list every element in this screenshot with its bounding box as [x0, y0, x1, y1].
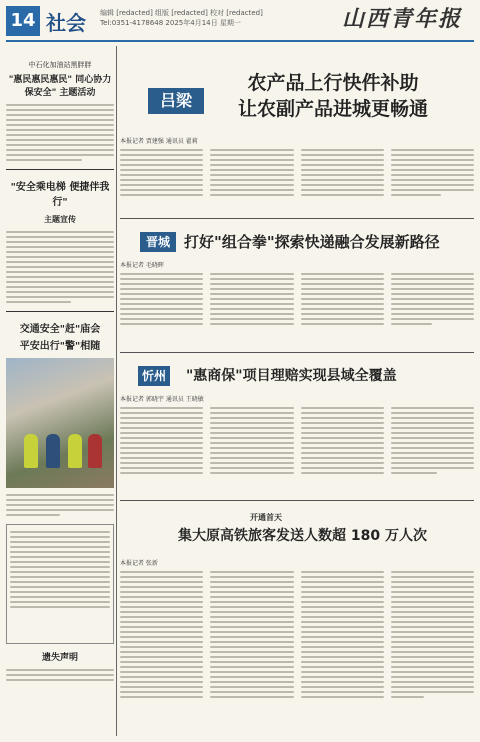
left-column: [6, 46, 114, 736]
article1-byline: 本报记者 贾建强 通讯员 翟莉: [120, 138, 198, 145]
divider: [120, 500, 474, 501]
main-area: [120, 46, 474, 736]
brief3-body: [6, 494, 114, 516]
article2-place-tag: 晋城: [140, 232, 176, 252]
brief1-kicker: 中石化加油站黑胖胖: [28, 61, 92, 69]
divider: [6, 311, 114, 312]
article1-headline: [218, 70, 448, 122]
brief1-title: "惠民惠民惠民" 同心协力保安全" 主题活动: [8, 75, 112, 98]
article2-headline: 打好"组合拳"探索快递融合发展新路径: [184, 233, 440, 251]
lost-notice-title: 遗失声明: [41, 653, 78, 663]
article2-body: [120, 270, 474, 328]
article3-headline: "惠商保"项目理赔实现县域全覆盖: [186, 368, 397, 384]
article4-body: [120, 568, 474, 701]
brief2-subtitle: 主题宣传: [44, 215, 76, 224]
brief3-title: 交通安全"赶"庙会: [19, 324, 101, 335]
page-number: 14: [6, 6, 40, 36]
article1-headline-line2: 让农副产品进城更畅通: [237, 98, 428, 120]
article1-place-tag: 吕梁: [148, 88, 204, 114]
divider: [120, 218, 474, 219]
notice-box: [6, 524, 114, 644]
article4-kicker: 开通首天: [250, 513, 282, 522]
page-header: [0, 0, 480, 46]
traffic-police-photo: [6, 358, 114, 488]
header-rule: [6, 40, 474, 42]
brief2-title: "安全乘电梯 便捷伴我行": [10, 182, 110, 208]
article3-body: [120, 404, 474, 477]
brief3-subtitle: 平安出行"警"相随: [19, 341, 101, 352]
section-name: 社会: [46, 11, 86, 35]
article1-headline-line1: 农产品上行快件补助: [247, 72, 419, 94]
article3-place-tag: 忻州: [138, 366, 170, 386]
article4-byline: 本报记者 张新: [120, 560, 158, 567]
lost-notice-body: [6, 669, 114, 681]
brief2-body: [6, 231, 114, 303]
divider: [6, 169, 114, 170]
article1-body: [120, 146, 474, 199]
article3-byline: 本报记者 郭晓宇 通讯员 王晓敏: [120, 396, 204, 403]
header-meta-date: Tel:0351-4178648 2025年4月14日 星期一: [100, 19, 241, 27]
header-meta-editors: 编辑 [redacted] 组版 [redacted] 校对 [redacted]: [100, 9, 263, 17]
article4-headline: 集大原高铁旅客发送人数超 180 万人次: [178, 528, 427, 544]
brief1-body: [6, 104, 114, 161]
masthead-logo: 山西青年报: [341, 6, 462, 32]
header-meta: [100, 8, 263, 28]
article2-byline: 本报记者 毛晓晖: [120, 262, 164, 269]
divider: [120, 352, 474, 353]
column-rule: [116, 46, 117, 736]
